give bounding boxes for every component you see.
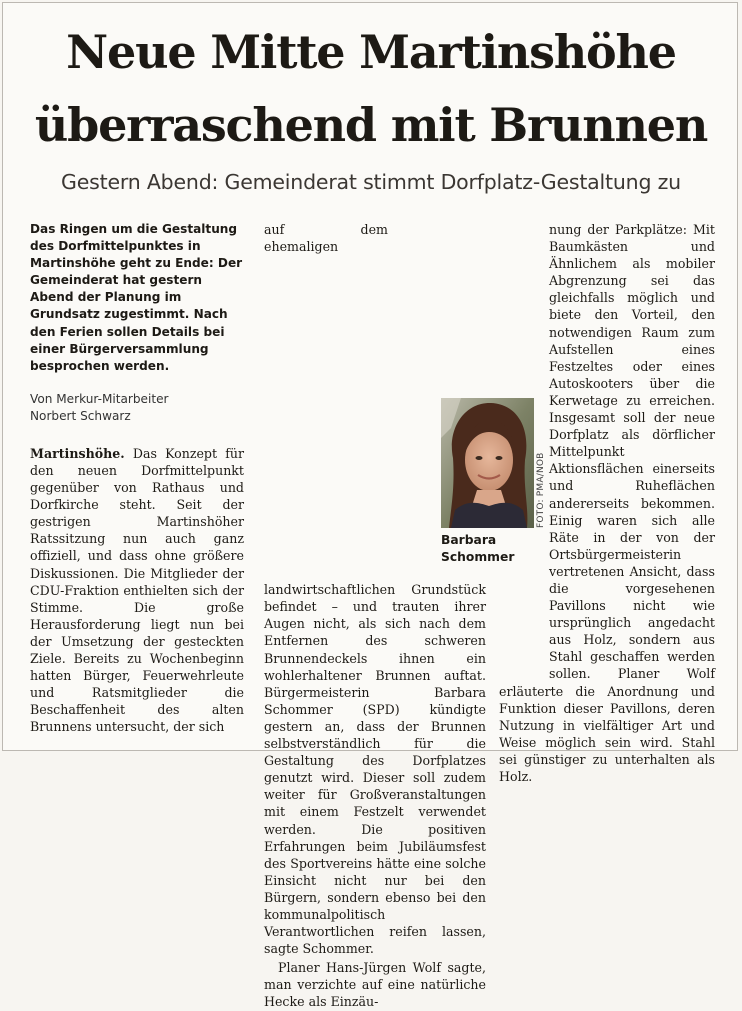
caption-line-2: Schommer: [441, 550, 515, 564]
body-paragraph-3: Planer Hans-Jürgen Wolf sagte, man verzichte auf eine natürliche Hecke als Einzäu-: [264, 960, 486, 1010]
headline-line-1: Neue Mitte Martinshöhe: [66, 25, 676, 79]
byline-line-1: Von Merkur-Mitarbeiter: [30, 391, 169, 406]
byline-author: Norbert Schwarz: [30, 408, 131, 423]
headline-line-2: überraschend mit Brunnen: [34, 98, 708, 152]
body-paragraph-2: auf dem ehemaligen landwirtschaftlichen Grundstück befindet – und trauten ihrer Augen nicht, als sich nach dem Entfernen des schweren Brunnendeckels ihnen ein wohlerhaltener Brunnen auftat. Bürgermeisterin Barbara Schommer (SPD) kündigte gestern an, dass der Brunnen selbstverständlich für die Gestaltung des Dorfplatzes genutzt wird. Dieser soll zudem weiter für Großveranstaltungen mit einem Festzelt verwendet werden. Die positiven Erfahrungen beim Jubiläumsfest des Sportvereins hätte eine solche Einsicht nicht nur bei den Bürgern, sondern ebenso bei den kommunalpolitisch Verantwortlichen reifen lassen, sagte Schommer.: [264, 222, 486, 957]
column-2: [264, 221, 486, 1011]
portrait-photo: [441, 398, 534, 528]
photo-credit: FOTO: PMA/NOB: [536, 452, 546, 528]
byline: [30, 391, 244, 425]
body-text-col1: Das Konzept für den neuen Dorfmittelpunkt gegenüber von Rathaus und Dorfkirche steht. Seit der gestrigen Martinshöher Ratssitzung nun auch ganz offiziell, und dass ohne größere Diskussionen. Die Mitglieder der CDU-Fraktion enthielten sich der Stimme. Die große Herausforderung liegt nun bei der Umsetzung der gesteckten Ziele. Bereits zu Wochenbeginn hatten Bürger, Feuerwehrleute und Ratsmitglieder die Beschaffenheit des alten Brunnens untersucht, der sich: [30, 445, 244, 735]
subheadline: Gestern Abend: Gemeinderat stimmt Dorfplatz-Gestaltung zu: [61, 170, 681, 194]
photo-caption: [441, 532, 531, 566]
portrait-woman-image: [441, 398, 534, 528]
body-paragraph-1: [30, 445, 244, 736]
lead-paragraph: Das Ringen um die Gestaltung des Dorfmittelpunktes in Martinshöhe geht zu Ende: Der Gemeinderat hat gestern Abend der Planung im Grundsatz zugestimmt. Nach den Ferien sollen Details bei einer Bürgerversammlung besprochen werden.: [30, 222, 243, 373]
column-1: [30, 221, 244, 735]
dateline: Martinshöhe.: [30, 445, 125, 461]
caption-line-1: Barbara: [441, 533, 497, 547]
body-paragraph-4: nung der Parkplätze: Mit Baumkästen und Ähnlichem als mobiler Abgrenzung sei das gleichfalls möglich und biete den Vorteil, den notwendigen Raum zum Aufstellen eines Festzeltes oder eines Autoskooters über die Kerwetage zu erreichen. Insgesamt soll der neue Dorfplatz als dörflicher Mittelpunkt Aktionsflächen einerseits und Ruheflächen andererseits bekommen. Einig waren sich alle Räte in der von der Ortsbürgermeisterin vertretenen Ansicht, dass die vorgesehenen Pavillons nicht wie ursprünglich angedacht aus Holz, sondern aus Stahl geschaffen werden sollen. Planer Wolf erläuterte die Anordnung und Funktion dieser Pavillons, deren Nutzung in vielfältiger Art und Weise möglich sein wird. Stahl sei günstiger zu unterhalten als Holz.: [499, 222, 715, 784]
